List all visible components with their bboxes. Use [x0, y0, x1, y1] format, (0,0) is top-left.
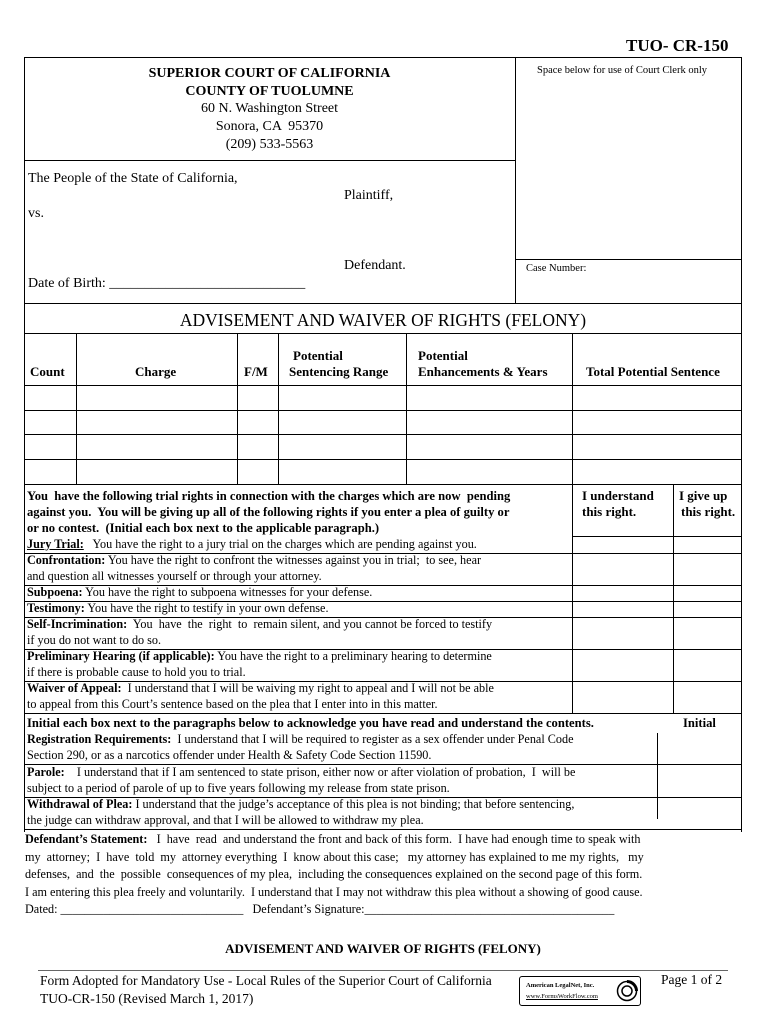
waiver-of-appeal-label: Waiver of Appeal: — [27, 681, 122, 695]
header-fm: F/M — [244, 364, 268, 379]
statement-label: Defendant’s Statement: — [25, 832, 148, 846]
preliminary-hearing-text-l1: You have the right to a preliminary hearing to determine — [214, 649, 492, 663]
header-top-border — [24, 57, 742, 58]
right-confrontation — [27, 553, 572, 584]
page-number: Page 1 of 2 — [661, 972, 723, 987]
american-legalnet-logo — [519, 976, 641, 1006]
statement-l1: I have read and understand the front and back of this form. I have had enough time to speak with — [147, 832, 641, 846]
withdrawal-label: Withdrawal of Plea: — [27, 797, 133, 811]
col-divider-4 — [406, 333, 407, 484]
court-address — [24, 100, 515, 154]
case-number-label: Case Number: — [526, 263, 587, 274]
col-understand-l1: I understand — [582, 488, 654, 503]
defendant-statement — [25, 831, 741, 919]
parole-text-l1: I understand that if I am sentenced to state prison, either now or after violation of probation, I will be — [64, 765, 576, 779]
col-understand-l2: this right. — [582, 504, 637, 519]
rights-box-top — [572, 536, 742, 537]
court-line2: COUNTY OF TUOLUMNE — [185, 84, 354, 99]
people-text: The People of the State of California, — [28, 171, 238, 186]
header-count: Count — [30, 364, 65, 379]
col-divider-3 — [278, 333, 279, 484]
clerk-note: Space below for use of Court Clerk only — [537, 65, 708, 76]
rights-intro-l1: You have the following trial rights in connection with the charges which are now pending — [27, 489, 511, 503]
court-phone: (209) 533-5563 — [225, 137, 314, 152]
confrontation-text-l2: and question all witnesses yourself or through your attorney. — [27, 568, 322, 583]
row-line-3 — [24, 434, 742, 435]
row-line-1 — [24, 385, 742, 386]
testimony-text: You have the right to testify in your own defense. — [84, 601, 329, 615]
registration-text-l1: I understand that I will be required to register as a sex offender under Penal Code — [171, 732, 574, 746]
footer-adopted: Form Adopted for Mandatory Use - Local Rules of the Superior Court of California — [40, 973, 492, 988]
jury-trial-label: Jury Trial: — [27, 537, 84, 551]
court-line1: SUPERIOR COURT OF CALIFORNIA — [148, 66, 391, 81]
col-initial-heading: Initial — [683, 716, 716, 730]
rights-intro-l2: against you. You will be giving up all of the following rights if you enter a plea of guilty or — [27, 505, 510, 519]
court-street: 60 N. Washington Street — [200, 101, 339, 116]
defendant-label: Defendant. — [344, 258, 406, 273]
jury-trial-text: You have the right to a jury trial on the charges which are pending against you. — [83, 537, 477, 551]
statement-signature-line[interactable]: Dated: ______________________________ Defendant’s Signature:_________________________________________ — [25, 902, 615, 916]
rights-bottom-line — [24, 713, 742, 714]
col-divider-2 — [237, 333, 238, 484]
right-waiver-of-appeal — [27, 681, 572, 712]
header-sentencing-range — [289, 348, 388, 380]
court-city: Sonora, CA 95370 — [215, 119, 324, 134]
logo-icon — [616, 980, 638, 1002]
header-enh-l1: Potential — [418, 348, 468, 363]
title-top-border — [24, 303, 742, 304]
footer-rule — [38, 970, 728, 971]
footer-revision: TUO-CR-150 (Revised March 1, 2017) — [40, 991, 254, 1006]
dob-field[interactable]: Date of Birth: ____________________________ — [28, 276, 306, 291]
waiver-of-appeal-text-l2: to appeal from this Court’s sentence based on the plea that I enter into in this matter. — [27, 696, 438, 711]
right-preliminary-hearing — [27, 649, 572, 680]
footer-info — [40, 972, 492, 1008]
ack-registration — [27, 732, 657, 763]
withdrawal-text-l1: I understand that the judge’s acceptance of this plea is not binding; that before sentencing, — [132, 797, 575, 811]
ack-parole — [27, 765, 657, 796]
right-subpoena — [27, 585, 572, 601]
title-bottom-border — [24, 333, 742, 334]
preliminary-hearing-label: Preliminary Hearing (if applicable): — [27, 649, 215, 663]
preliminary-hearing-text-l2: if there is probable cause to hold you to trial. — [27, 664, 246, 679]
self-incrimination-text-l2: if you do not want to do so. — [27, 632, 162, 647]
self-incrimination-text-l1: You have the right to remain silent, and you cannot be forced to testify — [127, 617, 493, 631]
header-range-l2: Sentencing Range — [289, 364, 389, 379]
subpoena-text: You have the right to subpoena witnesses for your defense. — [82, 585, 373, 599]
statement-l2: my attorney; I have told my attorney everything I know about this case; my attorney has explained to me my rights, my — [25, 849, 644, 864]
rights-col-divider-2 — [673, 484, 674, 713]
row-line-5 — [24, 484, 742, 485]
plaintiff-label: Plaintiff, — [344, 188, 394, 203]
header-enhancements — [418, 348, 548, 380]
right-jury-trial — [27, 537, 572, 553]
right-self-incrimination — [27, 617, 572, 648]
col-understand-heading — [582, 488, 654, 520]
parole-label: Parole: — [27, 765, 65, 779]
self-incrimination-label: Self-Incrimination: — [27, 617, 128, 631]
header-enh-l2: Enhancements & Years — [418, 364, 548, 379]
col-giveup-l2: this right. — [681, 504, 736, 519]
rights-intro-l3: or no contest. (Initial each box next to the applicable paragraph.) — [27, 521, 380, 535]
col-divider-1 — [76, 333, 77, 484]
right-testimony — [27, 601, 572, 617]
ack-bottom-line — [24, 829, 742, 830]
header-range-l1: Potential — [293, 348, 343, 363]
rights-col-divider-1 — [572, 484, 573, 713]
form-title: ADVISEMENT AND WAIVER OF RIGHTS (FELONY) — [179, 310, 587, 330]
ack-withdrawal — [27, 797, 657, 828]
header-charge: Charge — [135, 364, 177, 379]
court-name — [24, 65, 515, 101]
left-border — [24, 57, 25, 832]
header-total-sentence: Total Potential Sentence — [586, 364, 720, 379]
registration-label: Registration Requirements: — [27, 732, 172, 746]
clerk-right-border — [741, 57, 742, 260]
statement-l4: I am entering this plea freely and voluntarily. I understand that I may not withdraw this plea without a showing of good cause. — [25, 884, 643, 899]
parole-text-l2: subject to a period of parole of up to five years following my release from state prison. — [27, 780, 450, 795]
statement-l3: defenses, and the possible consequences of my plea, including the consequences explained on the second page of this form. — [25, 867, 643, 881]
confrontation-label: Confrontation: — [27, 553, 106, 567]
case-number-top — [515, 259, 742, 260]
row-line-4 — [24, 459, 742, 460]
col-giveup-heading — [679, 488, 735, 520]
waiver-of-appeal-text-l1: I understand that I will be waiving my right to appeal and I will not be able — [121, 681, 494, 695]
form-code: TUO- CR-150 — [626, 36, 729, 55]
row-line-2 — [24, 410, 742, 411]
acknowledge-intro: Initial each box next to the paragraphs below to acknowledge you have read and understand the contents. — [27, 716, 594, 730]
subpoena-label: Subpoena: — [27, 585, 83, 599]
initial-col-divider — [657, 733, 658, 819]
clerk-divider — [515, 57, 516, 303]
withdrawal-text-l2: the judge can withdraw approval, and that I will be allowed to withdraw my plea. — [27, 812, 424, 827]
right-border — [741, 259, 742, 832]
testimony-label: Testimony: — [27, 601, 85, 615]
registration-text-l2: Section 290, or as a narcotics offender under Health & Safety Code Section 11590. — [27, 747, 432, 762]
footer-title: ADVISEMENT AND WAIVER OF RIGHTS (FELONY) — [225, 941, 541, 956]
vs-text: vs. — [28, 206, 44, 221]
logo-url: www.FormsWorkFlow.com — [526, 993, 598, 1000]
court-info-divider — [24, 160, 515, 161]
col-giveup-l1: I give up — [679, 488, 728, 503]
logo-company: American LegalNet, Inc. — [526, 982, 595, 989]
col-divider-5 — [572, 333, 573, 484]
rights-intro — [27, 488, 510, 536]
confrontation-text-l1: You have the right to confront the witnesses against you in trial; to see, hear — [105, 553, 482, 567]
